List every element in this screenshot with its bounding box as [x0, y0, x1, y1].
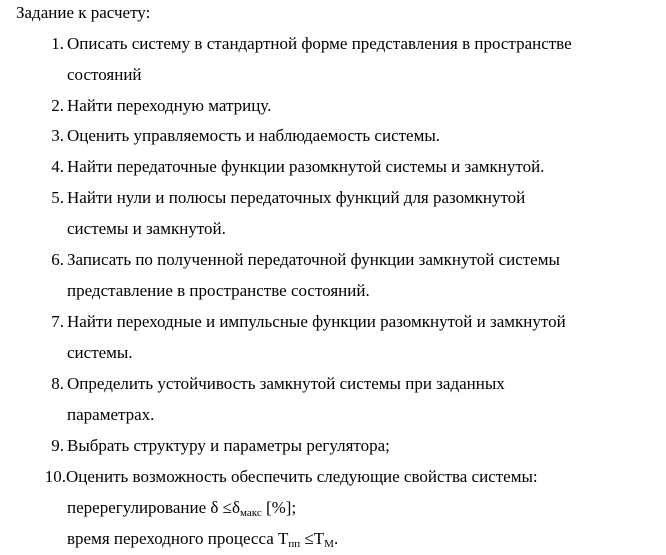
settling-time-formula: [67, 529, 338, 549]
formula-subscript: макс: [239, 507, 262, 519]
formula-text: ≤T: [300, 529, 325, 548]
item-text: Найти передаточные функции разомкнутой системы и замкнутой.: [67, 157, 545, 176]
formula-text: перерегулирование δ ≤δ: [67, 498, 240, 517]
item-text: системы и замкнутой.: [67, 219, 226, 238]
item-number: 2.: [51, 96, 64, 115]
item-text: Найти переходные и импульсные функции разомкнутой и замкнутой: [67, 312, 566, 331]
item-text: Найти переходную матрицу.: [67, 96, 272, 115]
item-number: 1.: [51, 34, 64, 53]
formula-text: [%];: [261, 498, 297, 517]
formula-subscript: пп: [288, 538, 301, 550]
formula-subscript: М: [324, 538, 334, 550]
overshoot-formula: [67, 498, 296, 518]
item-number: 6.: [51, 250, 64, 269]
item-text: состояний: [67, 65, 142, 84]
item-text: системы.: [67, 343, 133, 362]
item-text: Оценить управляемость и наблюдаемость системы.: [67, 126, 441, 145]
item-text: Найти нули и полюсы передаточных функций для разомкнутой: [67, 188, 526, 207]
item-number: 5.: [51, 188, 64, 207]
task-heading: Задание к расчету:: [16, 3, 151, 22]
item-text: представление в пространстве состояний.: [67, 281, 370, 300]
item-number: 4.: [51, 157, 64, 176]
formula-text: время переходного процесса T: [67, 529, 289, 548]
item-text: Описать систему в стандартной форме представления в пространстве: [67, 34, 572, 53]
item-text: Выбрать структуру и параметры регулятора;: [67, 436, 390, 455]
item-text: параметрах.: [67, 405, 155, 424]
item-number: 10.: [44, 467, 66, 486]
formula-text: .: [333, 529, 339, 548]
item-number: 9.: [51, 436, 64, 455]
item-number: 3.: [51, 126, 64, 145]
item-number: 8.: [51, 374, 64, 393]
item-text: Записать по полученной передаточной функции замкнутой системы: [67, 250, 560, 269]
item-text: Определить устойчивость замкнутой системы при заданных: [67, 374, 505, 393]
item-number: 7.: [51, 312, 64, 331]
item-text: Оценить возможность обеспечить следующие свойства системы:: [66, 467, 538, 486]
